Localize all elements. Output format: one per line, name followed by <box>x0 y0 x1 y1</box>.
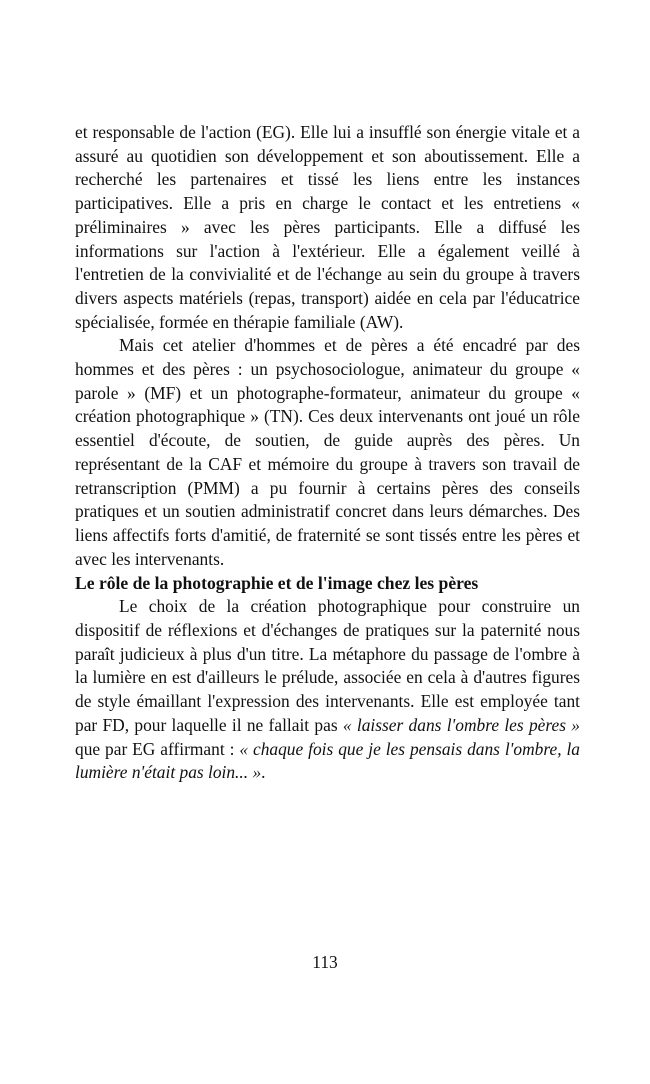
paragraph-3-text-1: Le choix de la création photographique pour construire un dispositif de réflexions et d'échanges de pratiques sur la paternité nous paraît judicieux à plus d'un titre. La métaphore du passage de l'ombre à la lumière en est d'ailleurs le prélude, associée en cela à d'autres figures de style émaillant l'expression des intervenants. Elle est employée tant par FD, pour laquelle il ne fallait pas <box>75 596 580 735</box>
paragraph-3 <box>75 595 580 785</box>
paragraph-1: et responsable de l'action (EG). Elle lui a insufflé son énergie vitale et a assuré au quotidien son développement et son aboutissement. Elle a recherché les partenaires et tissé les liens entre les instances participatives. Elle a pris en charge le contact et les entretiens « préliminaires » avec les pères participants. Elle a diffusé les informations sur l'action à l'extérieur. Elle a également veillé à l'entretien de la convivialité et de l'échange au sein du groupe à travers divers aspects matériels (repas, transport) aidée en cela par l'éducatrice spécialisée, formée en thérapie familiale (AW). <box>75 122 580 332</box>
paragraph-3-text-2: que par EG affirmant : <box>75 738 235 759</box>
quote-fd: « laisser dans l'ombre les pères » <box>342 714 580 735</box>
page-body <box>75 121 580 785</box>
paragraph-3-end: . <box>261 762 266 783</box>
section-heading: Le rôle de la photographie et de l'image chez les pères <box>75 573 479 594</box>
page-number: 113 <box>312 952 338 972</box>
quote-eg: « chaque fois que je les pensais dans l'ombre, la lumière n'était pas loin... » <box>75 738 580 783</box>
paragraph-2: Mais cet atelier d'hommes et de pères a été encadré par des hommes et des pères : un psychosociologue, animateur du groupe « parole » (MF) et un photographe-formateur, animateur du groupe « création photographique » (TN). Ces deux intervenants ont joué un rôle essentiel d'écoute, de soutien, de guide auprès des pères. Un représentant de la CAF et mémoire du groupe à travers son travail de retranscription (PMM) a pu fournir à certains pères des conseils pratiques et un soutien administratif concret dans leurs démarches. Des liens affectifs forts d'amitié, de fraternité se sont tissés entre les pères et avec les intervenants. <box>75 335 580 569</box>
